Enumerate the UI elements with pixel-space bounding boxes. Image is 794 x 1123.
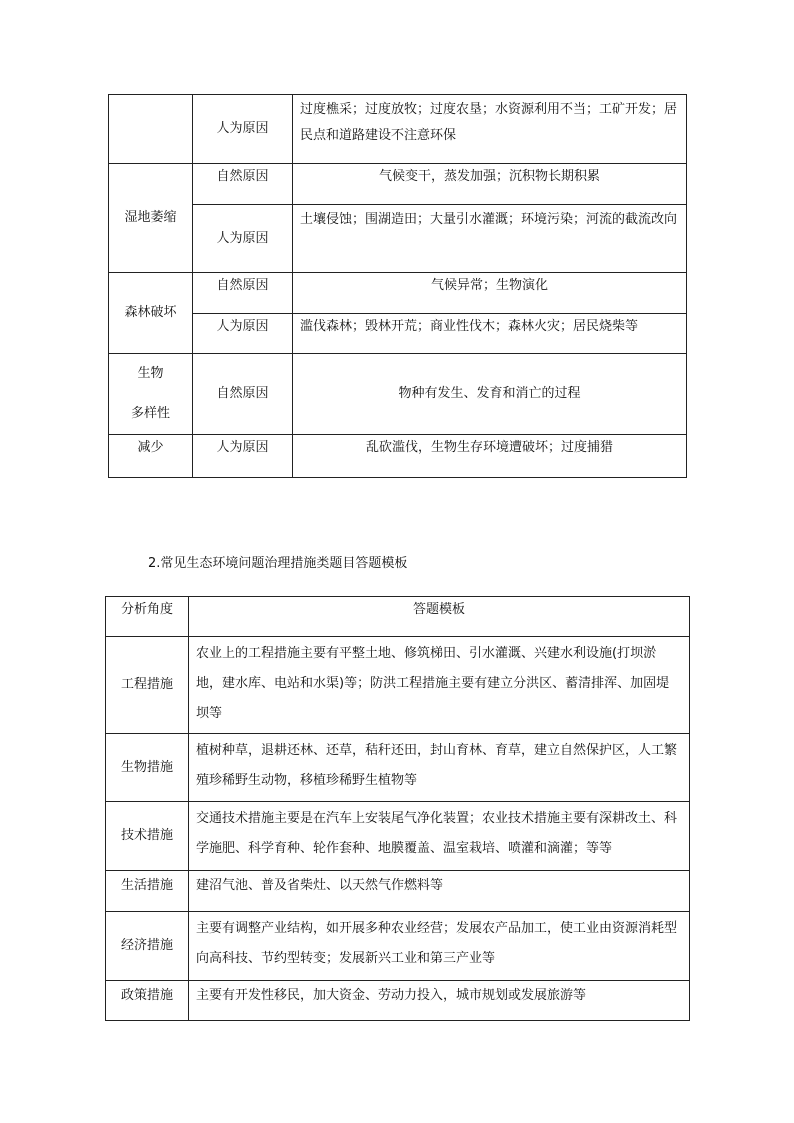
angle-cell: 政策措施 bbox=[106, 981, 189, 1021]
column-header: 分析角度 bbox=[106, 597, 189, 637]
template-cell: 农业上的工程措施主要有平整土地、修筑梯田、引水灌溉、兴建水利设施(打坝淤地，建水库、电站和水渠)等；防洪工程措施主要有建立分洪区、蓄清排浑、加固堤坝等 bbox=[189, 637, 690, 734]
cause-cell: 人为原因 bbox=[193, 205, 293, 273]
detail-cell: 物种有发生、发育和消亡的过程 bbox=[293, 354, 687, 435]
category-cell: 湿地萎缩 bbox=[109, 164, 193, 273]
cause-cell: 人为原因 bbox=[193, 435, 293, 478]
table-row bbox=[109, 205, 687, 273]
table-row bbox=[106, 637, 690, 734]
angle-cell: 工程措施 bbox=[106, 637, 189, 734]
detail-cell: 乱砍滥伐，生物生存环境遭破坏；过度捕猎 bbox=[293, 435, 687, 478]
table-row bbox=[106, 802, 690, 871]
cause-cell: 自然原因 bbox=[193, 273, 293, 314]
category-cell: 减少 bbox=[109, 435, 193, 478]
angle-cell: 生活措施 bbox=[106, 871, 189, 912]
table-row bbox=[106, 734, 690, 802]
table-row bbox=[109, 354, 687, 435]
detail-cell: 气候变干，蒸发加强；沉积物长期积累 bbox=[293, 164, 687, 205]
cause-cell: 自然原因 bbox=[193, 164, 293, 205]
angle-cell: 技术措施 bbox=[106, 802, 189, 871]
cause-cell: 人为原因 bbox=[193, 95, 293, 164]
section-title: 2.常见生态环境问题治理措施类题目答题模板 bbox=[148, 556, 408, 571]
table-row bbox=[109, 435, 687, 478]
detail-cell: 土壤侵蚀；围湖造田；大量引水灌溉；环境污染；河流的截流改向 bbox=[293, 205, 687, 273]
table-row bbox=[109, 164, 687, 205]
column-header: 答题模板 bbox=[189, 597, 690, 637]
template-cell: 交通技术措施主要是在汽车上安装尾气净化装置；农业技术措施主要有深耕改土、科学施肥、科学育种、轮作套种、地膜覆盖、温室栽培、喷灌和滴灌；等等 bbox=[189, 802, 690, 871]
table-row bbox=[106, 981, 690, 1021]
table-row bbox=[106, 871, 690, 912]
category-line: 生物 bbox=[137, 366, 164, 381]
cause-cell: 人为原因 bbox=[193, 314, 293, 354]
category-line: 多样性 bbox=[130, 406, 170, 421]
category-cell bbox=[109, 354, 193, 435]
table-header-row bbox=[106, 597, 690, 637]
category-cell: 森林破坏 bbox=[109, 273, 193, 354]
angle-cell: 生物措施 bbox=[106, 734, 189, 802]
table-row bbox=[109, 314, 687, 354]
governance-measures-table bbox=[105, 596, 690, 1021]
template-cell: 建沼气池、普及省柴灶、以天然气作燃料等 bbox=[189, 871, 690, 912]
template-cell: 主要有开发性移民，加大资金、劳动力投入，城市规划或发展旅游等 bbox=[189, 981, 690, 1021]
detail-cell: 过度樵采；过度放牧；过度农垦；水资源利用不当；工矿开发；居民点和道路建设不注意环保 bbox=[293, 95, 687, 164]
detail-cell: 滥伐森林；毁林开荒；商业性伐木；森林火灾；居民烧柴等 bbox=[293, 314, 687, 354]
table-row bbox=[106, 912, 690, 981]
angle-cell: 经济措施 bbox=[106, 912, 189, 981]
environment-problems-table bbox=[108, 94, 687, 478]
category-cell bbox=[109, 95, 193, 164]
template-cell: 主要有调整产业结构，如开展多种农业经营；发展农产品加工，使工业由资源消耗型向高科技、节约型转变；发展新兴工业和第三产业等 bbox=[189, 912, 690, 981]
table-row bbox=[109, 95, 687, 164]
cause-cell: 自然原因 bbox=[193, 354, 293, 435]
table-row bbox=[109, 273, 687, 314]
detail-cell: 气候异常；生物演化 bbox=[293, 273, 687, 314]
template-cell: 植树种草，退耕还林、还草，秸秆还田，封山育林、育草，建立自然保护区，人工繁殖珍稀野生动物，移植珍稀野生植物等 bbox=[189, 734, 690, 802]
